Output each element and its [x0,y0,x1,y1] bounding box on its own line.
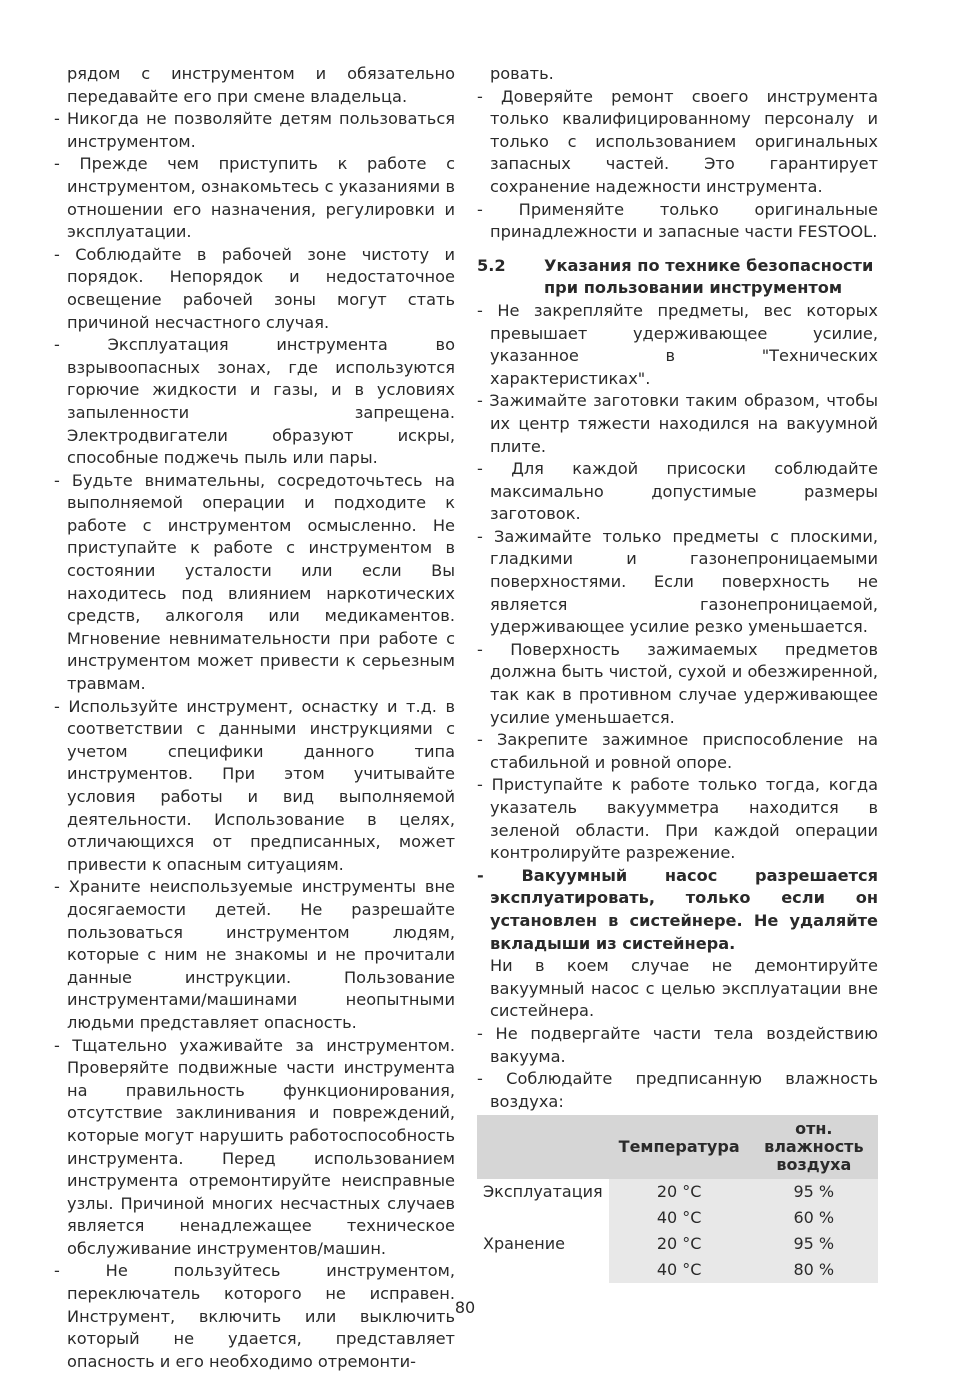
section-heading [477,255,878,300]
paragraph-continuation: Ни в коем случае не демонтируйте вакуумный насос с целью эксплуатации вне систейнера. [490,956,878,1021]
table-header-cell: Температура [609,1115,750,1179]
row-label: Эксплуатация [477,1179,609,1231]
table-cell: 95 % [750,1231,878,1257]
table-header-row [477,1115,878,1179]
row-label: Хранение [477,1231,609,1283]
list-item: - Применяйте только оригинальные принадлежности и запасные части FESTOOL. [477,199,878,244]
table-header-cell: отн. влажность воздуха [750,1115,878,1179]
list-item: - Доверяйте ремонт своего инструмента только квалифицированному персоналу и только с использованием оригинальных запасных частей. Это гарантирует сохранение надежности инструмента. [477,86,878,199]
table-cell: 60 % [750,1205,878,1231]
list-item: - Для каждой присоски соблюдайте максимально допустимые размеры заготовок. [477,458,878,526]
section-title: Указания по технике безопасности при пользовании инструментом [544,255,874,298]
table-cell: 20 °C [609,1179,750,1205]
list-item: - Прежде чем приступить к работе с инструментом, ознакомьтесь с указаниями в отношении его назначения, регулировки и эксплуатации. [54,153,455,243]
table-cell: 80 % [750,1257,878,1283]
list-item: - Храните неиспользуемые инструменты вне досягаемости детей. Не разрешайте пользоваться инструментом людям, которые с ним не знакомы и не прочитали данные инструкции. Пользование инструментами/машинами неопытными людьми представляет опасность. [54,876,455,1034]
table-cell: 40 °C [609,1257,750,1283]
list-item: - Зажимайте заготовки таким образом, чтобы их центр тяжести находился на вакуумной плите. [477,390,878,458]
list-item: - Тщательно ухаживайте за инструментом. Проверяйте подвижные части инструмента на правильность функционирования, отсутствие заклинивания и повреждений, которые могут нарушить работоспособность инструмента. Перед использованием инструмента отремонтируйте неисправные узлы. Причиной многих несчастных случаев является ненадлежащее техническое обслуживание инструментов/машин. [54,1035,455,1261]
list-item: - Зажимайте только предметы с плоскими, гладкими и газонепроницаемыми поверхностями. Если поверхность не является газонепроницаемой, удерживающее усилие резко уменьшается. [477,526,878,639]
left-column [54,63,455,1373]
section-number: 5.2 [477,255,506,275]
list-item: - Закрепите зажимное приспособление на стабильной и ровной опоре. [477,729,878,774]
table-header-cell [477,1115,609,1179]
right-column [477,63,878,1283]
table-row [477,1179,878,1205]
list-item: - Будьте внимательны, сосредоточьтесь на выполняемой операции и подходите к работе с инструментом осмысленно. Не приступайте к работе с инструментом в состоянии усталости или если Вы находитесь под влиянием наркотических средств, алкоголя или медикаментов. Мгновение невнимательности при работе с инструментом может привести к серьезным травмам. [54,470,455,696]
list-item: - Соблюдайте в рабочей зоне чистоту и порядок. Непорядок и недостаточное освещение рабочей зоны могут стать причиной несчастного случая. [54,244,455,334]
list-item: - Не закрепляйте предметы, вес которых превышает удерживающее усилие, указанное в "Технических характеристиках". [477,300,878,390]
table-cell: 40 °C [609,1205,750,1231]
page-number: 80 [454,1298,476,1317]
humidity-table [477,1115,878,1283]
list-item: - Эксплуатация инструмента во взрывоопасных зонах, где используются горючие жидкости и газы, и в условиях запыленности запрещена. Электродвигатели образуют искры, способные поджечь пыль или пары. [54,334,455,470]
list-item: - Никогда не позволяйте детям пользоваться инструментом. [54,108,455,153]
right-column-bottom [477,300,878,1113]
list-item: - Поверхность зажимаемых предметов должна быть чистой, сухой и обезжиренной, так как в противном случае удерживающее усилие уменьшается. [477,639,878,729]
right-column-top [477,63,878,244]
paragraph-continuation: рядом с инструментом и обязательно передавайте его при смене владельца. [67,64,455,106]
paragraph-continuation: ровать. [490,64,554,83]
list-item: - Не пользуйтесь инструментом, переключатель которого не исправен. Инструмент, включить или выключить который не удается, представляет опасность и его необходимо отремонти- [54,1260,455,1373]
list-item: - Вакуумный насос разрешается эксплуатировать, только если он установлен в систейнере. Не удаляйте вкладыши из систейнера. [477,865,878,955]
table-row [477,1231,878,1257]
list-item: - Соблюдайте предписанную влажность воздуха: [477,1068,878,1113]
table-cell: 20 °C [609,1231,750,1257]
table-cell: 95 % [750,1179,878,1205]
list-item: - Приступайте к работе только тогда, когда указатель вакуумметра находится в зеленой области. При каждой операции контролируйте разрежение. [477,774,878,864]
list-item: - Используйте инструмент, оснастку и т.д. в соответствии с данными инструкциями с учетом специфики данного типа инструментов. При этом учитывайте условия работы и вид выполняемой деятельности. Использование в целях, отличающихся от предписанных, может привести к опасным ситуациям. [54,696,455,877]
list-item: - Не подвергайте части тела воздействию вакуума. [477,1023,878,1068]
